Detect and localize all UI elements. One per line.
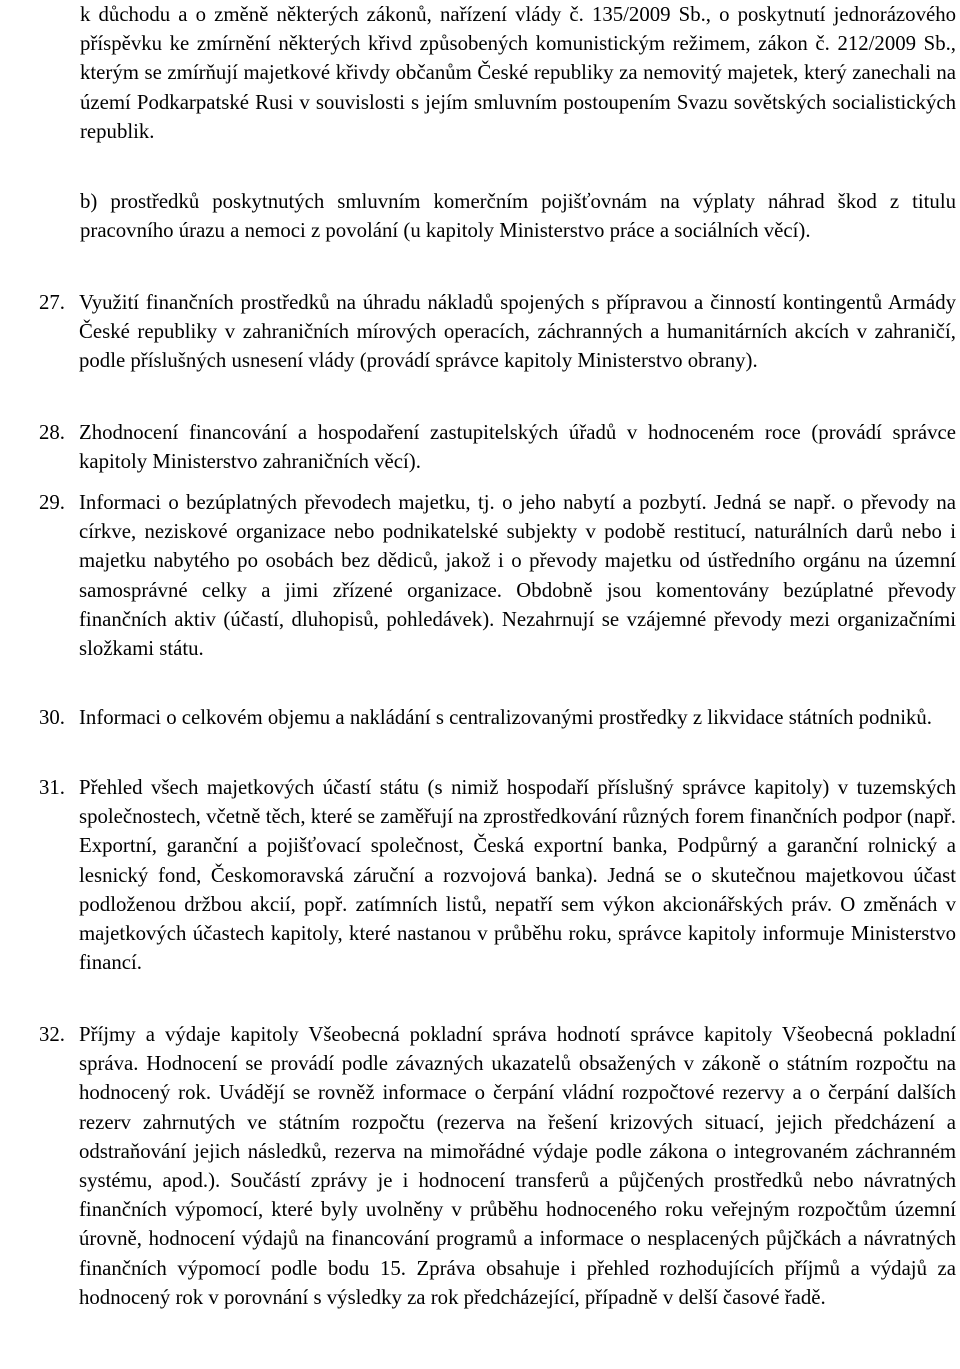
list-item-text: Informaci o bezúplatných převodech majetku, tj. o jeho nabytí a pozbytí. Jedná se např. o převody na církve, neziskové organizace nebo podnikatelské subjekty v podobě restitucí, naturálních darů nebo i majetku nabytého po osobách bez dědiců, jakož i o převody majetku od ústředního orgánu na územní samosprávné celky a jimi zřízené organizace. Obdobně jsou komentovány bezúplatné převody finančních aktiv (účastí, dluhopisů, pohledávek). Nezahrnují se vzájemné převody mezi organizačními složkami státu. bbox=[79, 491, 956, 661]
list-item-b-label: b) bbox=[80, 190, 98, 213]
list-item-number: 27. bbox=[39, 291, 65, 314]
list-item-text: Přehled všech majetkových účastí státu (s nimiž hospodaří příslušný správce kapitoly) v tuzemských společnostech, včetně těch, které se zaměřují na zprostředkování různých forem finančních podpor (např. Exportní, garanční a pojišťovací společnost, Česká exportní banka, Podpůrný a garanční rolnický a lesnický fond, Českomoravská záruční a rozvojová banka). Jedná se o skutečnou majetkovou účast podloženou držbou akcií, popř. zatímních listů, nepatří sem výkon akcionářských práv. O změnách v majetkových účastech kapitoly, které nastanou v průběhu roku, správce kapitoly informuje Ministerstvo financí. bbox=[79, 776, 956, 975]
list-item-27 bbox=[39, 288, 956, 376]
list-item-32 bbox=[39, 1020, 956, 1312]
list-item-number: 28. bbox=[39, 421, 65, 444]
list-item-number: 31. bbox=[39, 776, 65, 799]
list-item-text: Zhodnocení financování a hospodaření zastupitelských úřadů v hodnoceném roce (provádí správce kapitoly Ministerstvo zahraničních věcí). bbox=[79, 421, 956, 474]
list-item-text: Příjmy a výdaje kapitoly Všeobecná pokladní správa hodnotí správce kapitoly Všeobecná pokladní správa. Hodnocení se provádí podle závazných ukazatelů obsažených v zákoně o státním rozpočtu na hodnocený rok. Uvádějí se rovněž informace o čerpání vládní rozpočtové rezervy a o čerpání dalších rezerv zahrnutých ve státním rozpočtu (rezerva na řešení krizových situací, jejich předcházení a odstraňování jejich následků, rezerva na mimořádné výdaje podle zákona o integrovaném záchranném systému, apod.). Součástí zprávy je i hodnocení transferů a půjčených prostředků nebo návratných finančních výpomocí, které byly uvolněny v průběhu hodnoceného roku veřejným rozpočtům územní úrovně, hodnocení výdajů na financování programů a informace o nesplacených půjčkách a návratných finančních výpomocí podle bodu 15. Zpráva obsahuje i přehled rozhodujících příjmů a výdajů za hodnocený rok v porovnání s výsledky za rok předcházející, případně v delší časové řadě. bbox=[79, 1023, 956, 1309]
list-item-28 bbox=[39, 418, 956, 476]
list-item-number: 29. bbox=[39, 491, 65, 514]
list-item-30 bbox=[39, 703, 956, 732]
list-item-number: 32. bbox=[39, 1023, 65, 1046]
list-item-29 bbox=[39, 488, 956, 663]
list-item-text: Využití finančních prostředků na úhradu nákladů spojených s přípravou a činností kontingentů Armády České republiky v zahraničních mírových operacích, záchranných a humanitárních akcích v zahraničí, podle příslušných usnesení vlády (provádí správce kapitoly Ministerstvo obrany). bbox=[79, 291, 956, 373]
list-item-31 bbox=[39, 773, 956, 977]
list-item-b-text: b) prostředků poskytnutých smluvním komerčním pojišťovnám na výplaty náhrad škod z titulu pracovního úrazu a nemoci z povolání (u kapitoly Ministerstvo práce a sociálních věcí). bbox=[80, 190, 956, 243]
list-item-number: 30. bbox=[39, 706, 65, 729]
continuation-paragraph: k důchodu a o změně některých zákonů, nařízení vlády č. 135/2009 Sb., o poskytnutí jednorázového příspěvku ke zmírnění některých křivd způsobených komunistickým režimem, zákon č. 212/2009 Sb., kterým se zmírňují majetkové křivdy občanům České republiky za nemovitý majetek, který zanechali na území Podkarpatské Rusi v souvislosti s jejím smluvním postoupením Svazu sovětských socialistických republik. bbox=[80, 3, 956, 143]
list-item-text: Informaci o celkovém objemu a nakládání s centralizovanými prostředky z likvidace státních podniků. bbox=[79, 706, 932, 729]
list-item-b bbox=[80, 187, 956, 245]
